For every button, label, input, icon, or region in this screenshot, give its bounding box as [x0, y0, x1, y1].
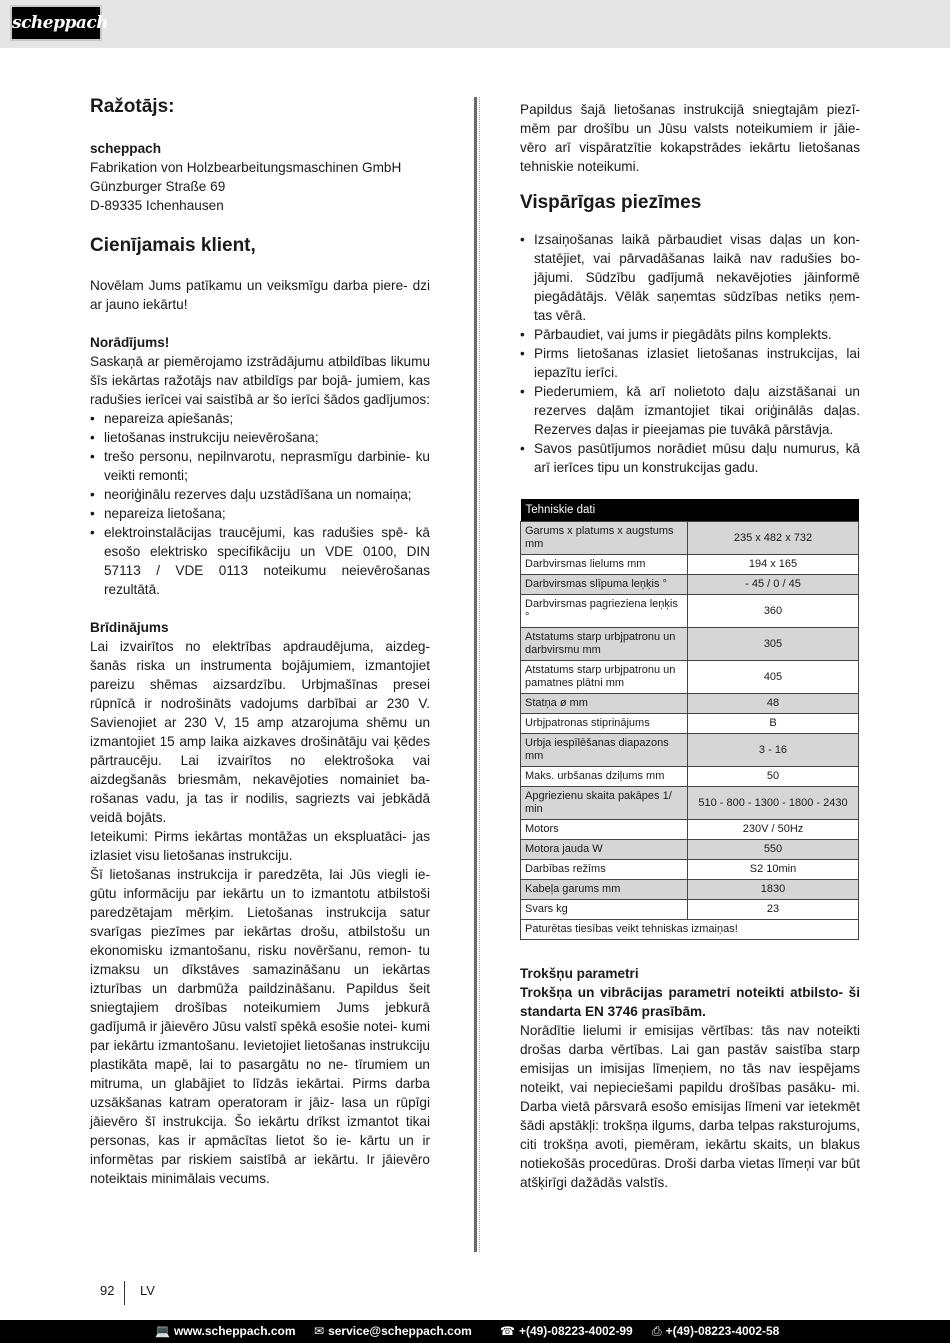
fax-number: +(49)-08223-4002-58: [665, 1324, 780, 1338]
brand-logo: scheppach: [10, 5, 102, 41]
table-row: [521, 694, 859, 714]
table-title: Tehniskie dati: [521, 499, 859, 522]
spec-label: Motors: [521, 820, 688, 840]
list-item: • lietošanas instrukciju neievērošana;: [90, 428, 430, 447]
spec-value: 550: [688, 840, 859, 860]
spec-label: Maks. urbšanas dziļums mm: [521, 767, 688, 787]
noise-subheading: Trokšņa un vibrācijas parametri noteikti atbilsto- ši standarta EN 3746 prasībām.: [520, 985, 860, 1019]
column-divider: [474, 97, 477, 1252]
warnings-heading: Brīdinājums: [90, 620, 169, 635]
spec-label: Atstatums starp urbjpatronu un darbvirsmu mm: [521, 628, 688, 661]
table-row: [521, 860, 859, 880]
table-row: [521, 595, 859, 628]
website-link[interactable]: www.scheppach.com: [173, 1324, 296, 1338]
list-item: • Savos pasūtījumos norādiet mūsu daļu numurus, kā arī ierīces tipu un konstrukcijas gadu.: [520, 439, 860, 477]
intro-text: Papildus šajā lietošanas instrukcijā sniegtajām piezī- mēm par drošību un Jūsu valsts noteikumiem ir jāie- vēro arī vispāratzītie kokapstrādes iekārtu lietošanas tehniskie noteikumi.: [520, 102, 860, 174]
list-item: • nepareiza apiešanās;: [90, 409, 430, 428]
spec-label: Darbības režīms: [521, 860, 688, 880]
spec-label: Atstatums starp urbjpatronu un pamatnes plātni mm: [521, 661, 688, 694]
note-heading: Norādījums!: [90, 335, 170, 350]
left-column: [90, 94, 430, 1188]
note-text: Saskaņā ar piemērojamo izstrādājumu atbildības likumu šīs iekārtas ražotājs nav atbildīgs par bojā- jumiem, kas radušies ierīcei vai saistībā ar šo ierīci šādos gadījumos:: [90, 354, 430, 407]
table-row: [521, 734, 859, 767]
spec-value: - 45 / 0 / 45: [688, 575, 859, 595]
spec-value: B: [688, 714, 859, 734]
fax-icon: ⎙: [652, 1324, 662, 1338]
phone-contact: [500, 1320, 633, 1343]
right-column: [520, 100, 860, 1192]
spec-value: S2 10min: [688, 860, 859, 880]
general-notes-heading: Vispārīgas piezīmes: [520, 192, 702, 213]
mail-icon: ✉: [314, 1324, 325, 1338]
table-row: [521, 522, 859, 555]
phone-number: +(49)-08223-4002-99: [518, 1324, 633, 1338]
spec-label: Garums x platums x augstums mm: [521, 522, 688, 555]
spec-label: Darbvirsmas lielums mm: [521, 555, 688, 575]
spec-label: Apgriezienu skaita pakāpes 1/ min: [521, 787, 688, 820]
technical-data-table: [520, 499, 859, 940]
company-name: scheppach: [90, 141, 162, 156]
page-number: 92: [100, 1283, 115, 1298]
spec-label: Urbjpatronas stiprinājums: [521, 714, 688, 734]
table-row: [521, 767, 859, 787]
spec-value: 50: [688, 767, 859, 787]
table-footnote: Paturētas tiesības veikt tehniskas izmaiņas!: [521, 920, 859, 940]
spec-label: Svars kg: [521, 900, 688, 920]
note-list: [90, 409, 430, 599]
table-row: [521, 628, 859, 661]
spec-value: 1830: [688, 880, 859, 900]
table-row: [521, 714, 859, 734]
email-link[interactable]: service@scheppach.com: [328, 1324, 472, 1338]
header-bar: [0, 0, 950, 48]
address-line: Fabrikation von Holzbearbeitungsmaschinen GmbH: [90, 160, 402, 175]
spec-label: Urbja iespīlēšanas diapazons mm: [521, 734, 688, 767]
list-item: • neoriģinālu rezerves daļu uzstādīšana un nomaiņa;: [90, 485, 430, 504]
spec-label: Statņa ø mm: [521, 694, 688, 714]
website-contact[interactable]: [155, 1320, 296, 1343]
greeting-heading: Cienījamais klient,: [90, 235, 256, 256]
table-row: [521, 900, 859, 920]
noise-text: Norādītie lielumi ir emisijas vērtības: tās nav noteikti drošas darba vērtības. Lai gan pastāv saistība starp emisijas un imisijas līmeņiem, no tās nav iespējams noteikt, vai nepieciešami papildu drošības pasāku- mi. Darba vietā pārsvarā esošo emisijas līmeni var ietekmēt šādi apstākļi: trokšņa ilgums, darba telpas raksturojums, citi trokšņa avoti, piemēram, iekārtu skaits, un blakus notiekošās procedūras. Droši darba vietas līmeņi var būt atšķirīgi dažādās valstīs.: [520, 1023, 860, 1190]
table-row: [521, 575, 859, 595]
greeting-text: Novēlam Jums patīkamu un veiksmīgu darba piere- dzi ar jauno iekārtu!: [90, 278, 430, 312]
list-item: • Izsaiņošanas laikā pārbaudiet visas daļas un kon- statējiet, vai pārvadāšanas laikā nav radušies bo- jājumi. Sūdzību gadījumā nekavējoties jāinformē piegādātājs. Vēlāk saņemtas sūdzības netiks ņem- tas vērā.: [520, 230, 860, 325]
spec-label: Motora jauda W: [521, 840, 688, 860]
language-code: LV: [140, 1283, 155, 1298]
email-contact[interactable]: [314, 1320, 472, 1343]
spec-value: 194 x 165: [688, 555, 859, 575]
spec-label: Darbvirsmas pagrieziena leņķis °: [521, 595, 688, 628]
list-item: • trešo personu, nepilnvarotu, neprasmīgu darbinie- ku veikti remonti;: [90, 447, 430, 485]
list-item: • Piederumiem, kā arī nolietoto daļu aizstāšanai un rezerves daļām izmantojiet tikai oriģinālās daļas. Rezerves daļas ir pieejamas pie tuvākā pārstāvja.: [520, 382, 860, 439]
table-row: [521, 787, 859, 820]
table-row: [521, 840, 859, 860]
tips-text: Ieteikumi: Pirms iekārtas montāžas un ekspluatāci- jas izlasiet visu lietošanas instrukciju.: [90, 829, 430, 863]
spec-value: 405: [688, 661, 859, 694]
table-row: [521, 880, 859, 900]
table-row: [521, 661, 859, 694]
spec-value: 305: [688, 628, 859, 661]
manufacturer-heading: Ražotājs:: [90, 96, 175, 117]
manual-text: Šī lietošanas instrukcija ir paredzēta, lai Jūs viegli ie- gūtu informāciju par iekārtu un to izmantotu atbilstoši paredzētajam mērķim. Lietošanas instrukcija satur svarīgas piezīmes par iekārtas drošu, atbilstošu un ekonomisku izmantošanu, risku novēršanu, remon- tu izmaksu un dīkstāves samazināšanu un iekārtas izturības un darbmūža paildzināšanu. Papildus šeit sniegtajiem drošības noteikumiem Jums jebkurā gadījumā ir jāievēro Jūsu valstī spēkā esošie notei- kumi par iekārtu izmantošanu. Ievietojiet lietošanas instrukciju plastikāta mapē, lai to pasargātu no ne- tīrumiem un mitruma, un glabājiet to līdzās iekārtai. Pirms darba uzsākšanas katram operatoram ir jāiz- lasa un rūpīgi jāievēro šī instrukcija. Šo iekārtu drīkst izmantot tikai personas, kas ir apmācītas lietot šo ie- kārtu un ir informētas par riskiem saistībā ar iekārtu. Ir jāievēro noteiktais minimālais vecums.: [90, 867, 431, 1186]
spec-label: Kabeļa garums mm: [521, 880, 688, 900]
general-notes-list: [520, 230, 860, 477]
table-row: [521, 820, 859, 840]
warnings-text: Lai izvairītos no elektrības apdraudējuma, aizdeg- šanās riska un instrumenta bojājumiem, izmantojiet pareizu shēmas aizsardzību. Urbjmašīnas presei rūpnīcā ir nodrošināts vadojums darbībai ar 230 V. Savienojiet ar 230 V, 15 amp atzarojuma shēmu un izmantojiet 15 amp laika aizkaves drošinātāju vai ķēdes pārtraucēju. Lai izvairītos no elektrošoka vai aizdegšanās briesmām, nekavējoties nomainiet ba- rošanas vadu, ja tas ir nodilis, sagriezts vai jebkādā veidā bojāts.: [90, 639, 430, 825]
contact-bar: [0, 1320, 950, 1343]
list-item: • Pirms lietošanas izlasiet lietošanas instrukcijas, lai iepazītu ierīci.: [520, 344, 860, 382]
spec-value: 230V / 50Hz: [688, 820, 859, 840]
spec-value: 235 x 482 x 732: [688, 522, 859, 555]
table-row: [521, 920, 859, 940]
list-item: • nepareiza lietošana;: [90, 504, 430, 523]
spec-value: 48: [688, 694, 859, 714]
footer-divider: [124, 1281, 125, 1305]
list-item: • Pārbaudiet, vai jums ir piegādāts pilns komplekts.: [520, 325, 860, 344]
table-body: [521, 522, 859, 940]
noise-heading: Trokšņu parametri: [520, 966, 639, 981]
address-line: Günzburger Straße 69: [90, 179, 226, 194]
phone-icon: ☎: [500, 1324, 515, 1338]
computer-icon: 💻: [155, 1324, 170, 1338]
fax-contact: [652, 1320, 779, 1343]
spec-value: 23: [688, 900, 859, 920]
address-line: D-89335 Ichenhausen: [90, 198, 224, 213]
spec-value: 360: [688, 595, 859, 628]
table-row: [521, 555, 859, 575]
spec-value: 510 - 800 - 1300 - 1800 - 2430: [688, 787, 859, 820]
list-item: • elektroinstalācijas traucējumi, kas radušies spē- kā esošo elektrisko specifikāciju un VDE 0100, DIN 57113 / VDE 0113 noteikumu neievērošanas rezultātā.: [90, 523, 430, 599]
spec-value: 3 - 16: [688, 734, 859, 767]
spec-label: Darbvirsmas slīpuma leņķis °: [521, 575, 688, 595]
